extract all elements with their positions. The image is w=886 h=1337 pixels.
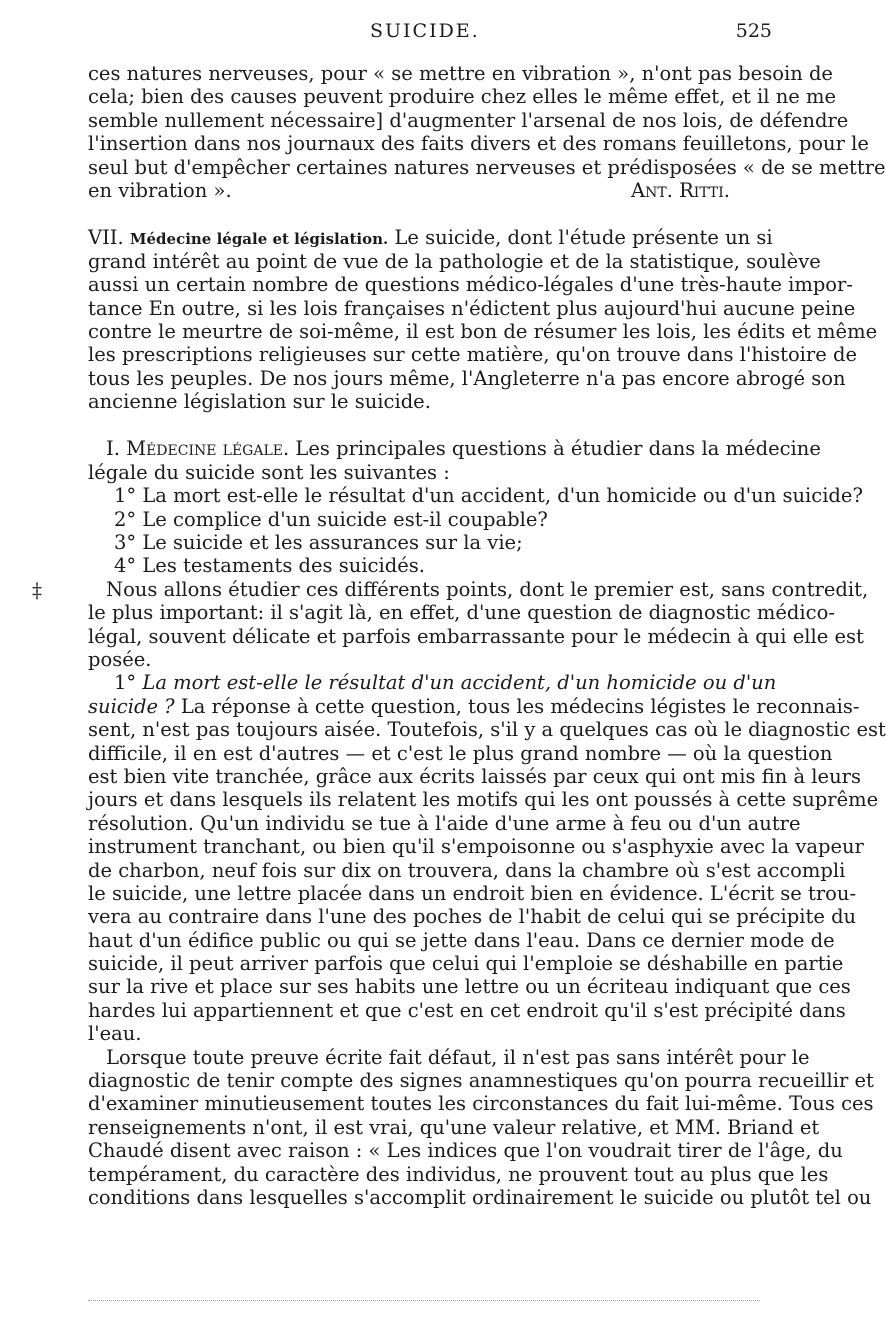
- author-signature: Ant. Ritti.: [631, 178, 730, 202]
- section-vii: [88, 226, 878, 414]
- text-line: est bien vite tranchée, grâce aux écrits laissés par ceux qui ont mis fin à leurs: [88, 764, 861, 788]
- text-line-start: Les principales questions à étudier dans la médecine: [295, 437, 821, 461]
- text-line: légale du suicide sont les suivantes :: [88, 460, 450, 484]
- text-line: résolution. Qu'un individu se tue à l'aide d'une arme à feu ou d'un autre: [88, 811, 801, 835]
- text-line: suicide, il peut arriver parfois que celui qui l'emploie se déshabille en partie: [88, 952, 844, 976]
- text-line: conditions dans lesquelles s'accomplit ordinairement le suicide ou plutôt tel ou: [88, 1185, 872, 1209]
- text-line: tance En outre, si les lois françaises n'édictent plus aujourd'hui aucune peine: [88, 296, 856, 320]
- paragraph-continuation: [88, 62, 886, 202]
- text-line: le suicide, une lettre placée dans un endroit bien en évidence. L'écrit se trou-: [88, 881, 857, 905]
- list-item: 1° La mort est-elle le résultat d'un accident, d'un homicide ou d'un suicide?: [114, 484, 863, 508]
- text-line: grand intérêt au point de vue de la pathologie et de la statistique, soulève: [88, 249, 821, 273]
- paragraph-gap: [88, 202, 770, 226]
- text-line: [88, 694, 860, 718]
- section-i: [88, 437, 869, 671]
- text-line: légal, souvent délicate et parfois embarrassante pour le médecin à qui elle est: [88, 624, 864, 648]
- running-title: SUICIDE.: [370, 20, 480, 42]
- list-item: 2° Le complice d'un suicide est-il coupable?: [114, 507, 548, 531]
- text-line: contre le meurtre de soi-même, il est bon de résumer les lois, les édits et même: [88, 319, 878, 343]
- text-line-end: en vibration ».: [88, 178, 232, 202]
- question-number: 1°: [114, 671, 137, 695]
- section-heading-line: [88, 437, 821, 461]
- section-heading-line: [88, 226, 773, 250]
- text-line-rest: La réponse à cette question, tous les médecins légistes le reconnais-: [180, 694, 860, 718]
- body-text: [88, 62, 886, 1209]
- running-head: [0, 20, 800, 50]
- text-line: seul but d'empêcher certaines natures nerveuses et prédisposées « de se mettre: [88, 155, 886, 179]
- text-line: renseignements n'ont, il est vrai, qu'une valeur relative, et MM. Briand et: [88, 1115, 820, 1139]
- list-item: 4° Les testaments des suicidés.: [114, 554, 425, 578]
- section-heading: Médecine légale.: [126, 437, 290, 461]
- text-line: les prescriptions religieuses sur cette matière, qu'on trouve dans l'histoire de: [88, 343, 858, 367]
- text-line: ancienne législation sur le suicide.: [88, 390, 431, 414]
- text-line: sent, n'est pas toujours aisée. Toutefois, s'il y a quelques cas où le diagnostic est: [88, 718, 886, 742]
- text-line: tous les peuples. De nos jours même, l'Angleterre n'a pas encore abrogé son: [88, 366, 846, 390]
- text-line: l'eau.: [88, 1022, 142, 1046]
- question-1: [88, 671, 886, 1046]
- text-line: jours et dans lesquels ils relatent les motifs qui les ont poussés à cette suprême: [88, 788, 879, 812]
- text-line: aussi un certain nombre de questions médico-légales d'une très-haute impor-: [88, 273, 853, 297]
- text-line: instrument tranchant, ou bien qu'il s'empoisonne ou s'asphyxie avec la vapeur: [88, 835, 864, 859]
- section-number: VII.: [88, 226, 124, 250]
- text-line-start: Le suicide, dont l'étude présente un si: [394, 226, 773, 250]
- text-line: vera au contraire dans l'une des poches de l'habit de celui qui se précipite du: [88, 905, 857, 929]
- text-line: sur la rive et place sur ses habits une lettre ou un écriteau indiquant que ces: [88, 975, 851, 999]
- text-line: de charbon, neuf fois sur dix on trouvera, dans la chambre où s'est accompli: [88, 858, 846, 882]
- paragraph-lorsque: [88, 1045, 874, 1210]
- text-line: Nous allons étudier ces différents points, dont le premier est, sans contredit,: [106, 577, 869, 601]
- text-line: hardes lui appartiennent et que c'est en cet endroit qu'il s'est précipité dans: [88, 998, 846, 1022]
- margin-mark: ‡: [32, 578, 42, 602]
- question-title-end: suicide ?: [88, 694, 175, 718]
- text-line: le plus important: il s'agit là, en effet, d'une question de diagnostic médico-: [88, 601, 835, 625]
- text-line: posée.: [88, 647, 152, 671]
- text-line: semble nullement nécessaire] d'augmenter l'arsenal de nos lois, de défendre: [88, 108, 849, 132]
- text-line: difficile, il en est d'autres — et c'est le plus grand nombre — où la question: [88, 741, 833, 765]
- section-number: I.: [106, 437, 120, 461]
- text-line: tempérament, du caractère des individus, ne prouvent tout au plus que les: [88, 1162, 829, 1186]
- text-line: haut d'un édifice public ou qui se jette dans l'eau. Dans ce dernier mode de: [88, 928, 835, 952]
- text-line: Chaudé disent avec raison : « Les indices que l'on voudrait tirer de l'âge, du: [88, 1139, 843, 1163]
- paragraph-gap: [88, 413, 770, 437]
- question-heading-line: [88, 671, 777, 695]
- text-line: Lorsque toute preuve écrite fait défaut, il n'est pas sans intérêt pour le: [106, 1045, 810, 1069]
- bottom-dotted-rule: [88, 1300, 760, 1301]
- text-line: l'insertion dans nos journaux des faits divers et des romans feuilletons, pour le: [88, 132, 869, 156]
- text-line-with-signature: [88, 179, 770, 202]
- list-item: 3° Le suicide et les assurances sur la vie;: [114, 531, 523, 555]
- text-line: d'examiner minutieusement toutes les circonstances du fait lui-même. Tous ces: [88, 1092, 874, 1116]
- text-line: cela; bien des causes peuvent produire chez elles le même effet, et il ne me: [88, 85, 837, 109]
- question-title: La mort est-elle le résultat d'un accident, d'un homicide ou d'un: [142, 671, 777, 695]
- text-line: ces natures nerveuses, pour « se mettre en vibration », n'ont pas besoin de: [88, 62, 833, 85]
- page-number: 525: [735, 20, 772, 42]
- text-line: diagnostic de tenir compte des signes anamnestiques qu'on pourra recueillir et: [88, 1069, 874, 1093]
- section-heading: Médecine légale et législation.: [129, 230, 389, 249]
